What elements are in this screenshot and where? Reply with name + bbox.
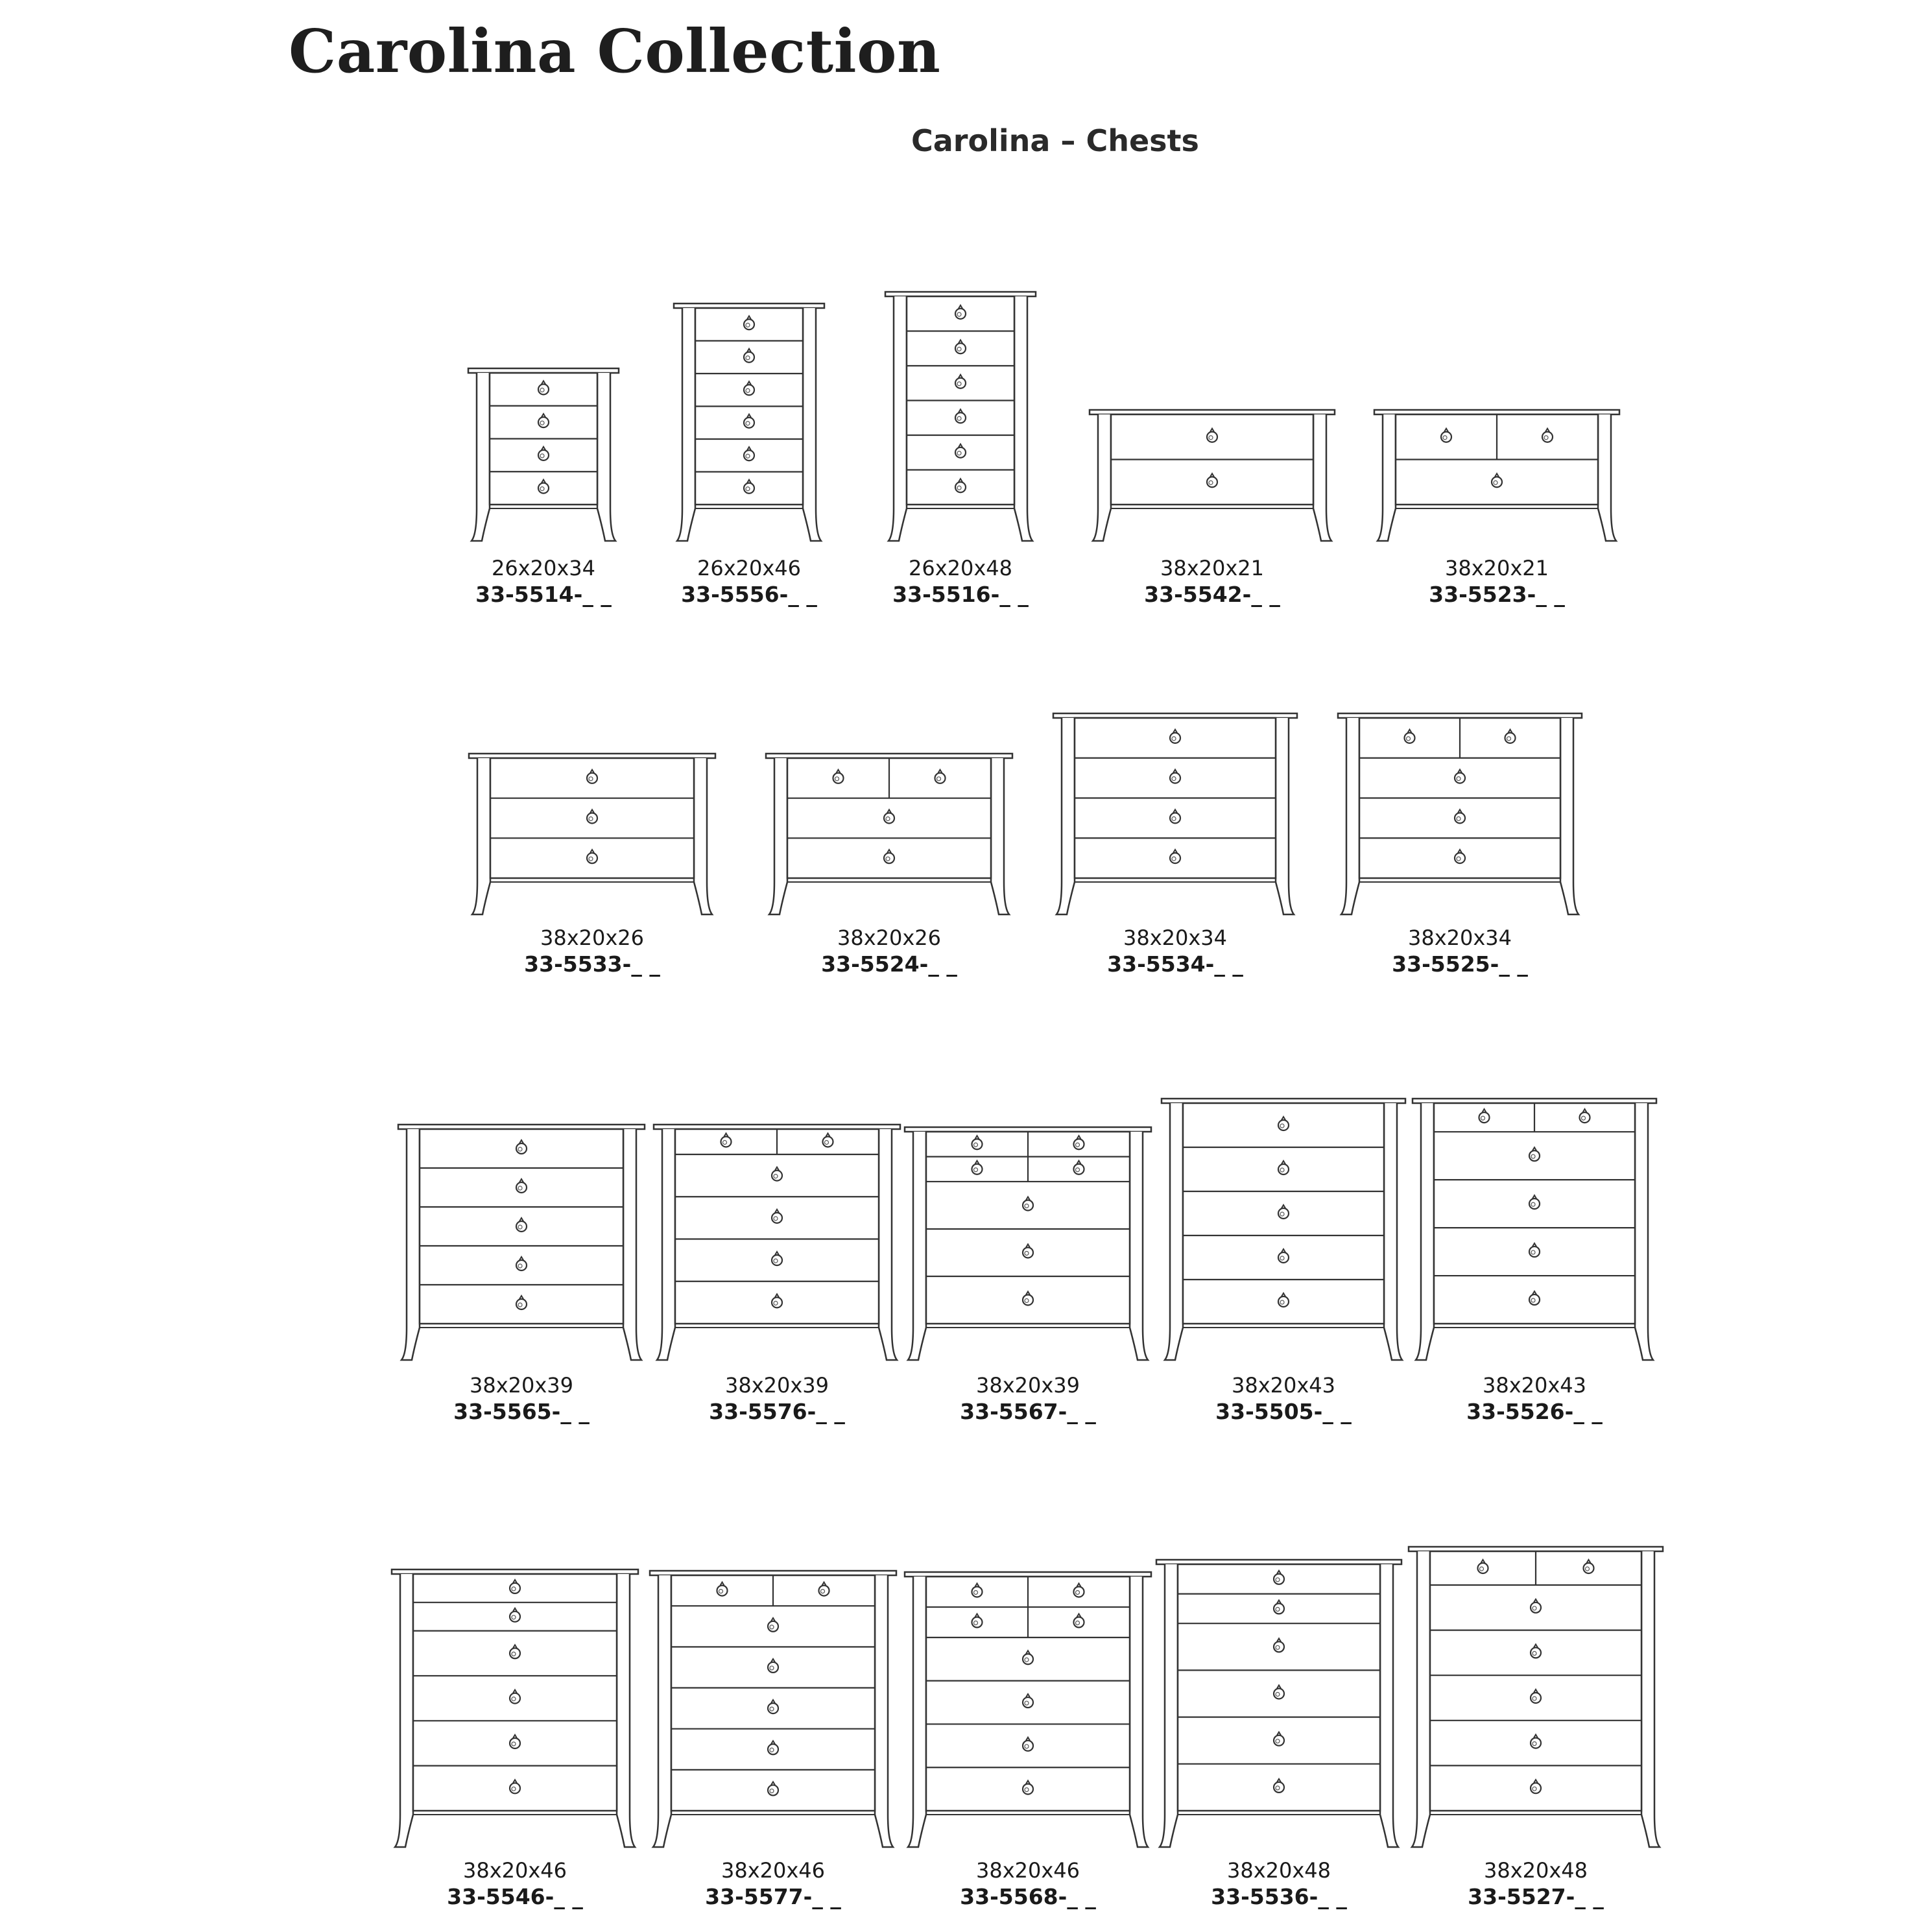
chest-dimensions: 38x20x26 <box>837 925 942 950</box>
chest-caption <box>911 1860 1145 1907</box>
chest-caption <box>911 1375 1145 1422</box>
chest-dimensions: 38x20x21 <box>1444 556 1549 580</box>
chest-dimensions: 38x20x39 <box>975 1373 1080 1398</box>
collection-title: Carolina Collection <box>289 16 941 86</box>
section-title: Carolina – Chests <box>911 123 1199 158</box>
chest-caption <box>405 1375 638 1422</box>
chest-sku: 33-5556-_ _ <box>681 582 817 607</box>
chest-caption <box>1343 927 1577 975</box>
chest-dimensions: 38x20x21 <box>1160 556 1265 580</box>
chest-caption <box>1162 1860 1396 1907</box>
chest-sku: 33-5514-_ _ <box>475 582 612 607</box>
chest-sku: 33-5516-_ _ <box>892 582 1029 607</box>
chest-caption <box>475 927 709 975</box>
chest-sku: 33-5526-_ _ <box>1466 1399 1603 1424</box>
chest-dimensions: 38x20x46 <box>975 1858 1080 1883</box>
chest-caption <box>632 558 866 605</box>
chest-caption <box>427 558 660 605</box>
chest-caption <box>1095 558 1329 605</box>
chest-caption <box>844 558 1077 605</box>
chest-caption <box>1058 927 1292 975</box>
chest-dimensions: 38x20x26 <box>540 925 645 950</box>
chest-sku: 33-5546-_ _ <box>447 1884 583 1909</box>
chest-caption <box>660 1375 894 1422</box>
chest-dimensions: 38x20x43 <box>1482 1373 1587 1398</box>
chest-dimensions: 38x20x46 <box>462 1858 567 1883</box>
chest-sku: 33-5568-_ _ <box>960 1884 1096 1909</box>
chest-dimensions: 26x20x34 <box>491 556 596 580</box>
chest-caption <box>656 1860 890 1907</box>
chest-dimensions: 38x20x46 <box>721 1858 826 1883</box>
chest-caption <box>1418 1375 1651 1422</box>
chest-sku: 33-5524-_ _ <box>821 951 957 977</box>
chest-sku: 33-5576-_ _ <box>709 1399 845 1424</box>
chest-dimensions: 26x20x46 <box>697 556 802 580</box>
chest-caption <box>1167 1375 1400 1422</box>
chest-caption <box>1419 1860 1652 1907</box>
chest-sku: 33-5525-_ _ <box>1392 951 1528 977</box>
chest-sku: 33-5527-_ _ <box>1468 1884 1604 1909</box>
chest-caption <box>1380 558 1614 605</box>
chest-dimensions: 38x20x43 <box>1231 1373 1336 1398</box>
chest-sku: 33-5505-_ _ <box>1215 1399 1352 1424</box>
chest-sku: 33-5536-_ _ <box>1211 1884 1347 1909</box>
chest-caption <box>398 1860 632 1907</box>
chest-dimensions: 38x20x39 <box>724 1373 829 1398</box>
chest-sku: 33-5534-_ _ <box>1107 951 1243 977</box>
chest-caption <box>772 927 1006 975</box>
chest-dimensions: 38x20x48 <box>1483 1858 1588 1883</box>
chest-sku: 33-5523-_ _ <box>1429 582 1565 607</box>
chest-dimensions: 26x20x48 <box>908 556 1013 580</box>
chest-dimensions: 38x20x34 <box>1407 925 1512 950</box>
chest-dimensions: 38x20x48 <box>1226 1858 1331 1883</box>
chest-sku: 33-5542-_ _ <box>1144 582 1280 607</box>
chest-sku: 33-5565-_ _ <box>453 1399 590 1424</box>
chest-dimensions: 38x20x34 <box>1123 925 1228 950</box>
chest-sku: 33-5533-_ _ <box>524 951 660 977</box>
chest-sku: 33-5577-_ _ <box>705 1884 841 1909</box>
chest-dimensions: 38x20x39 <box>469 1373 574 1398</box>
chest-sku: 33-5567-_ _ <box>960 1399 1096 1424</box>
